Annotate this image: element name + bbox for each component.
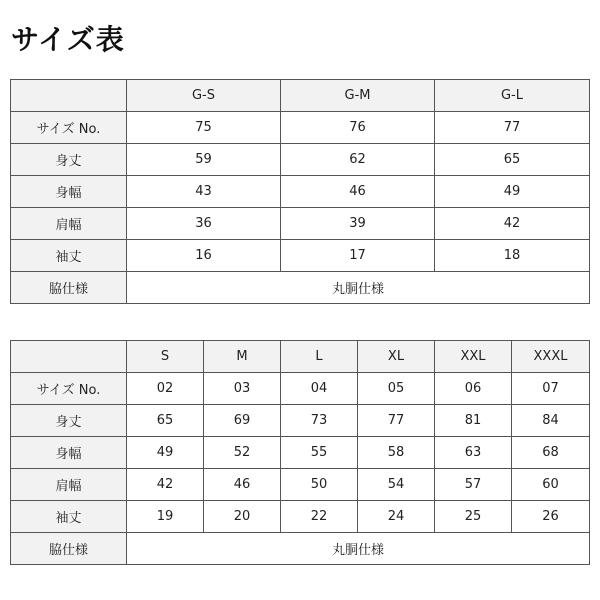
row-label-body-width: 身幅 bbox=[11, 437, 127, 469]
table-row bbox=[11, 405, 590, 437]
table-cell: 20 bbox=[204, 501, 281, 533]
table-cell: 06 bbox=[435, 373, 512, 405]
table-cell: 81 bbox=[435, 405, 512, 437]
table-cell: 17 bbox=[281, 240, 435, 272]
table-row bbox=[11, 144, 590, 176]
table-cell: 02 bbox=[127, 373, 204, 405]
table-cell: 50 bbox=[281, 469, 358, 501]
size-header-g-m: G-M bbox=[281, 80, 435, 112]
side-spec-value: 丸胴仕様 bbox=[127, 272, 590, 304]
row-label-sleeve-length: 袖丈 bbox=[11, 501, 127, 533]
header-corner-cell bbox=[11, 341, 127, 373]
table-cell: 68 bbox=[512, 437, 590, 469]
header-corner-cell bbox=[11, 80, 127, 112]
side-spec-value: 丸胴仕様 bbox=[127, 533, 590, 565]
table-cell: 77 bbox=[435, 112, 590, 144]
table-cell: 03 bbox=[204, 373, 281, 405]
size-header-g-s: G-S bbox=[127, 80, 281, 112]
table-row bbox=[11, 469, 590, 501]
table-row bbox=[11, 112, 590, 144]
table-row bbox=[11, 437, 590, 469]
table-row bbox=[11, 240, 590, 272]
table-cell: 22 bbox=[281, 501, 358, 533]
row-label-side-spec: 脇仕様 bbox=[11, 533, 127, 565]
table-cell: 49 bbox=[127, 437, 204, 469]
row-label-shoulder-width: 肩幅 bbox=[11, 208, 127, 240]
table-cell: 77 bbox=[358, 405, 435, 437]
table-cell: 62 bbox=[281, 144, 435, 176]
table-cell: 59 bbox=[127, 144, 281, 176]
header-row bbox=[11, 80, 590, 112]
page-title: サイズ表 bbox=[11, 23, 125, 56]
table-row bbox=[11, 272, 590, 304]
table-cell: 36 bbox=[127, 208, 281, 240]
table-cell: 65 bbox=[127, 405, 204, 437]
table-row bbox=[11, 533, 590, 565]
row-label-body-width: 身幅 bbox=[11, 176, 127, 208]
table-cell: 26 bbox=[512, 501, 590, 533]
table-cell: 52 bbox=[204, 437, 281, 469]
table-row bbox=[11, 208, 590, 240]
table-cell: 19 bbox=[127, 501, 204, 533]
size-header-xl: XL bbox=[358, 341, 435, 373]
table-cell: 07 bbox=[512, 373, 590, 405]
table-cell: 05 bbox=[358, 373, 435, 405]
row-label-body-length: 身丈 bbox=[11, 405, 127, 437]
table-cell: 39 bbox=[281, 208, 435, 240]
table-cell: 42 bbox=[127, 469, 204, 501]
table-cell: 54 bbox=[358, 469, 435, 501]
size-header-l: L bbox=[281, 341, 358, 373]
table-cell: 65 bbox=[435, 144, 590, 176]
table-cell: 25 bbox=[435, 501, 512, 533]
table-cell: 57 bbox=[435, 469, 512, 501]
table-cell: 49 bbox=[435, 176, 590, 208]
table-cell: 16 bbox=[127, 240, 281, 272]
table-cell: 42 bbox=[435, 208, 590, 240]
size-header-m: M bbox=[204, 341, 281, 373]
table-cell: 73 bbox=[281, 405, 358, 437]
row-label-size-no: サイズ No. bbox=[11, 373, 127, 405]
table-cell: 76 bbox=[281, 112, 435, 144]
size-table-standard bbox=[10, 340, 590, 565]
size-header-s: S bbox=[127, 341, 204, 373]
table-cell: 43 bbox=[127, 176, 281, 208]
table-cell: 69 bbox=[204, 405, 281, 437]
table-cell: 24 bbox=[358, 501, 435, 533]
size-header-g-l: G-L bbox=[435, 80, 590, 112]
table-cell: 46 bbox=[281, 176, 435, 208]
row-label-side-spec: 脇仕様 bbox=[11, 272, 127, 304]
table-cell: 63 bbox=[435, 437, 512, 469]
table-cell: 04 bbox=[281, 373, 358, 405]
table-row bbox=[11, 501, 590, 533]
row-label-body-length: 身丈 bbox=[11, 144, 127, 176]
table-cell: 55 bbox=[281, 437, 358, 469]
row-label-sleeve-length: 袖丈 bbox=[11, 240, 127, 272]
size-header-xxl: XXL bbox=[435, 341, 512, 373]
table-cell: 60 bbox=[512, 469, 590, 501]
row-label-size-no: サイズ No. bbox=[11, 112, 127, 144]
table-cell: 46 bbox=[204, 469, 281, 501]
table-cell: 75 bbox=[127, 112, 281, 144]
table-row bbox=[11, 176, 590, 208]
table-cell: 18 bbox=[435, 240, 590, 272]
size-table-g bbox=[10, 79, 590, 304]
table-row bbox=[11, 373, 590, 405]
row-label-shoulder-width: 肩幅 bbox=[11, 469, 127, 501]
table-cell: 58 bbox=[358, 437, 435, 469]
header-row bbox=[11, 341, 590, 373]
table-cell: 84 bbox=[512, 405, 590, 437]
size-header-xxxl: XXXL bbox=[512, 341, 590, 373]
